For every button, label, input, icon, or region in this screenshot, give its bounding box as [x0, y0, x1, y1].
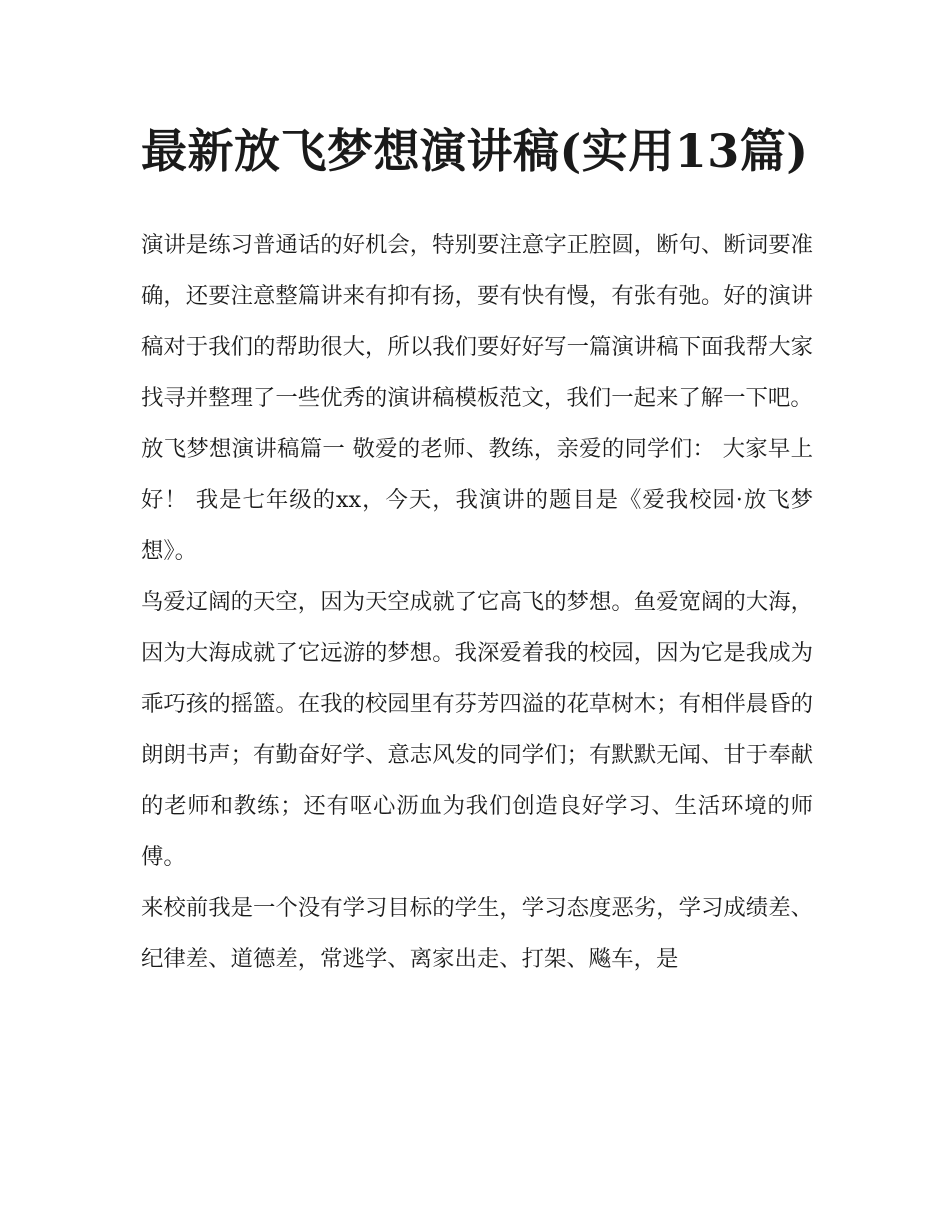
- document-title: 最新放飞梦想演讲稿(实用13篇): [141, 124, 809, 178]
- paragraph-before-school: 来校前我是一个没有学习目标的学生，学习态度恶劣，学习成绩差、纪律差、道德差，常逃学、离家出走、打架、飚车，是: [141, 895, 813, 972]
- document-page: [141, 112, 813, 985]
- paragraph-campus-love: 鸟爱辽阔的天空，因为天空成就了它高飞的梦想。鱼爱宽阔的大海，因为大海成就了它远游的梦想。我深爱着我的校园，因为它是我成为乖巧孩的摇篮。在我的校园里有芬芳四溢的花草树木；有相伴晨昏的朗朗书声；有勤奋好学、意志风发的同学们；有默默无闻、甘于奉献的老师和教练；还有呕心沥血为我们创造良好学习、生活环境的师傅。: [141, 589, 813, 870]
- paragraph-intro: 演讲是练习普通话的好机会，特别要注意字正腔圆，断句、断词要准确，还要注意整篇讲来有抑有扬，要有快有慢，有张有弛。好的演讲稿对于我们的帮助很大，所以我们要好好写一篇演讲稿下面我帮大家找寻并整理了一些优秀的演讲稿模板范文，我们一起来了解一下吧。: [141, 232, 813, 411]
- document-body: [141, 220, 813, 985]
- paragraph-speech-opening: 放飞梦想演讲稿篇一 敬爱的老师、教练，亲爱的同学们： 大家早上好！ 我是七年级的xx，今天，我演讲的题目是《爱我校园·放飞梦想》。: [141, 436, 813, 564]
